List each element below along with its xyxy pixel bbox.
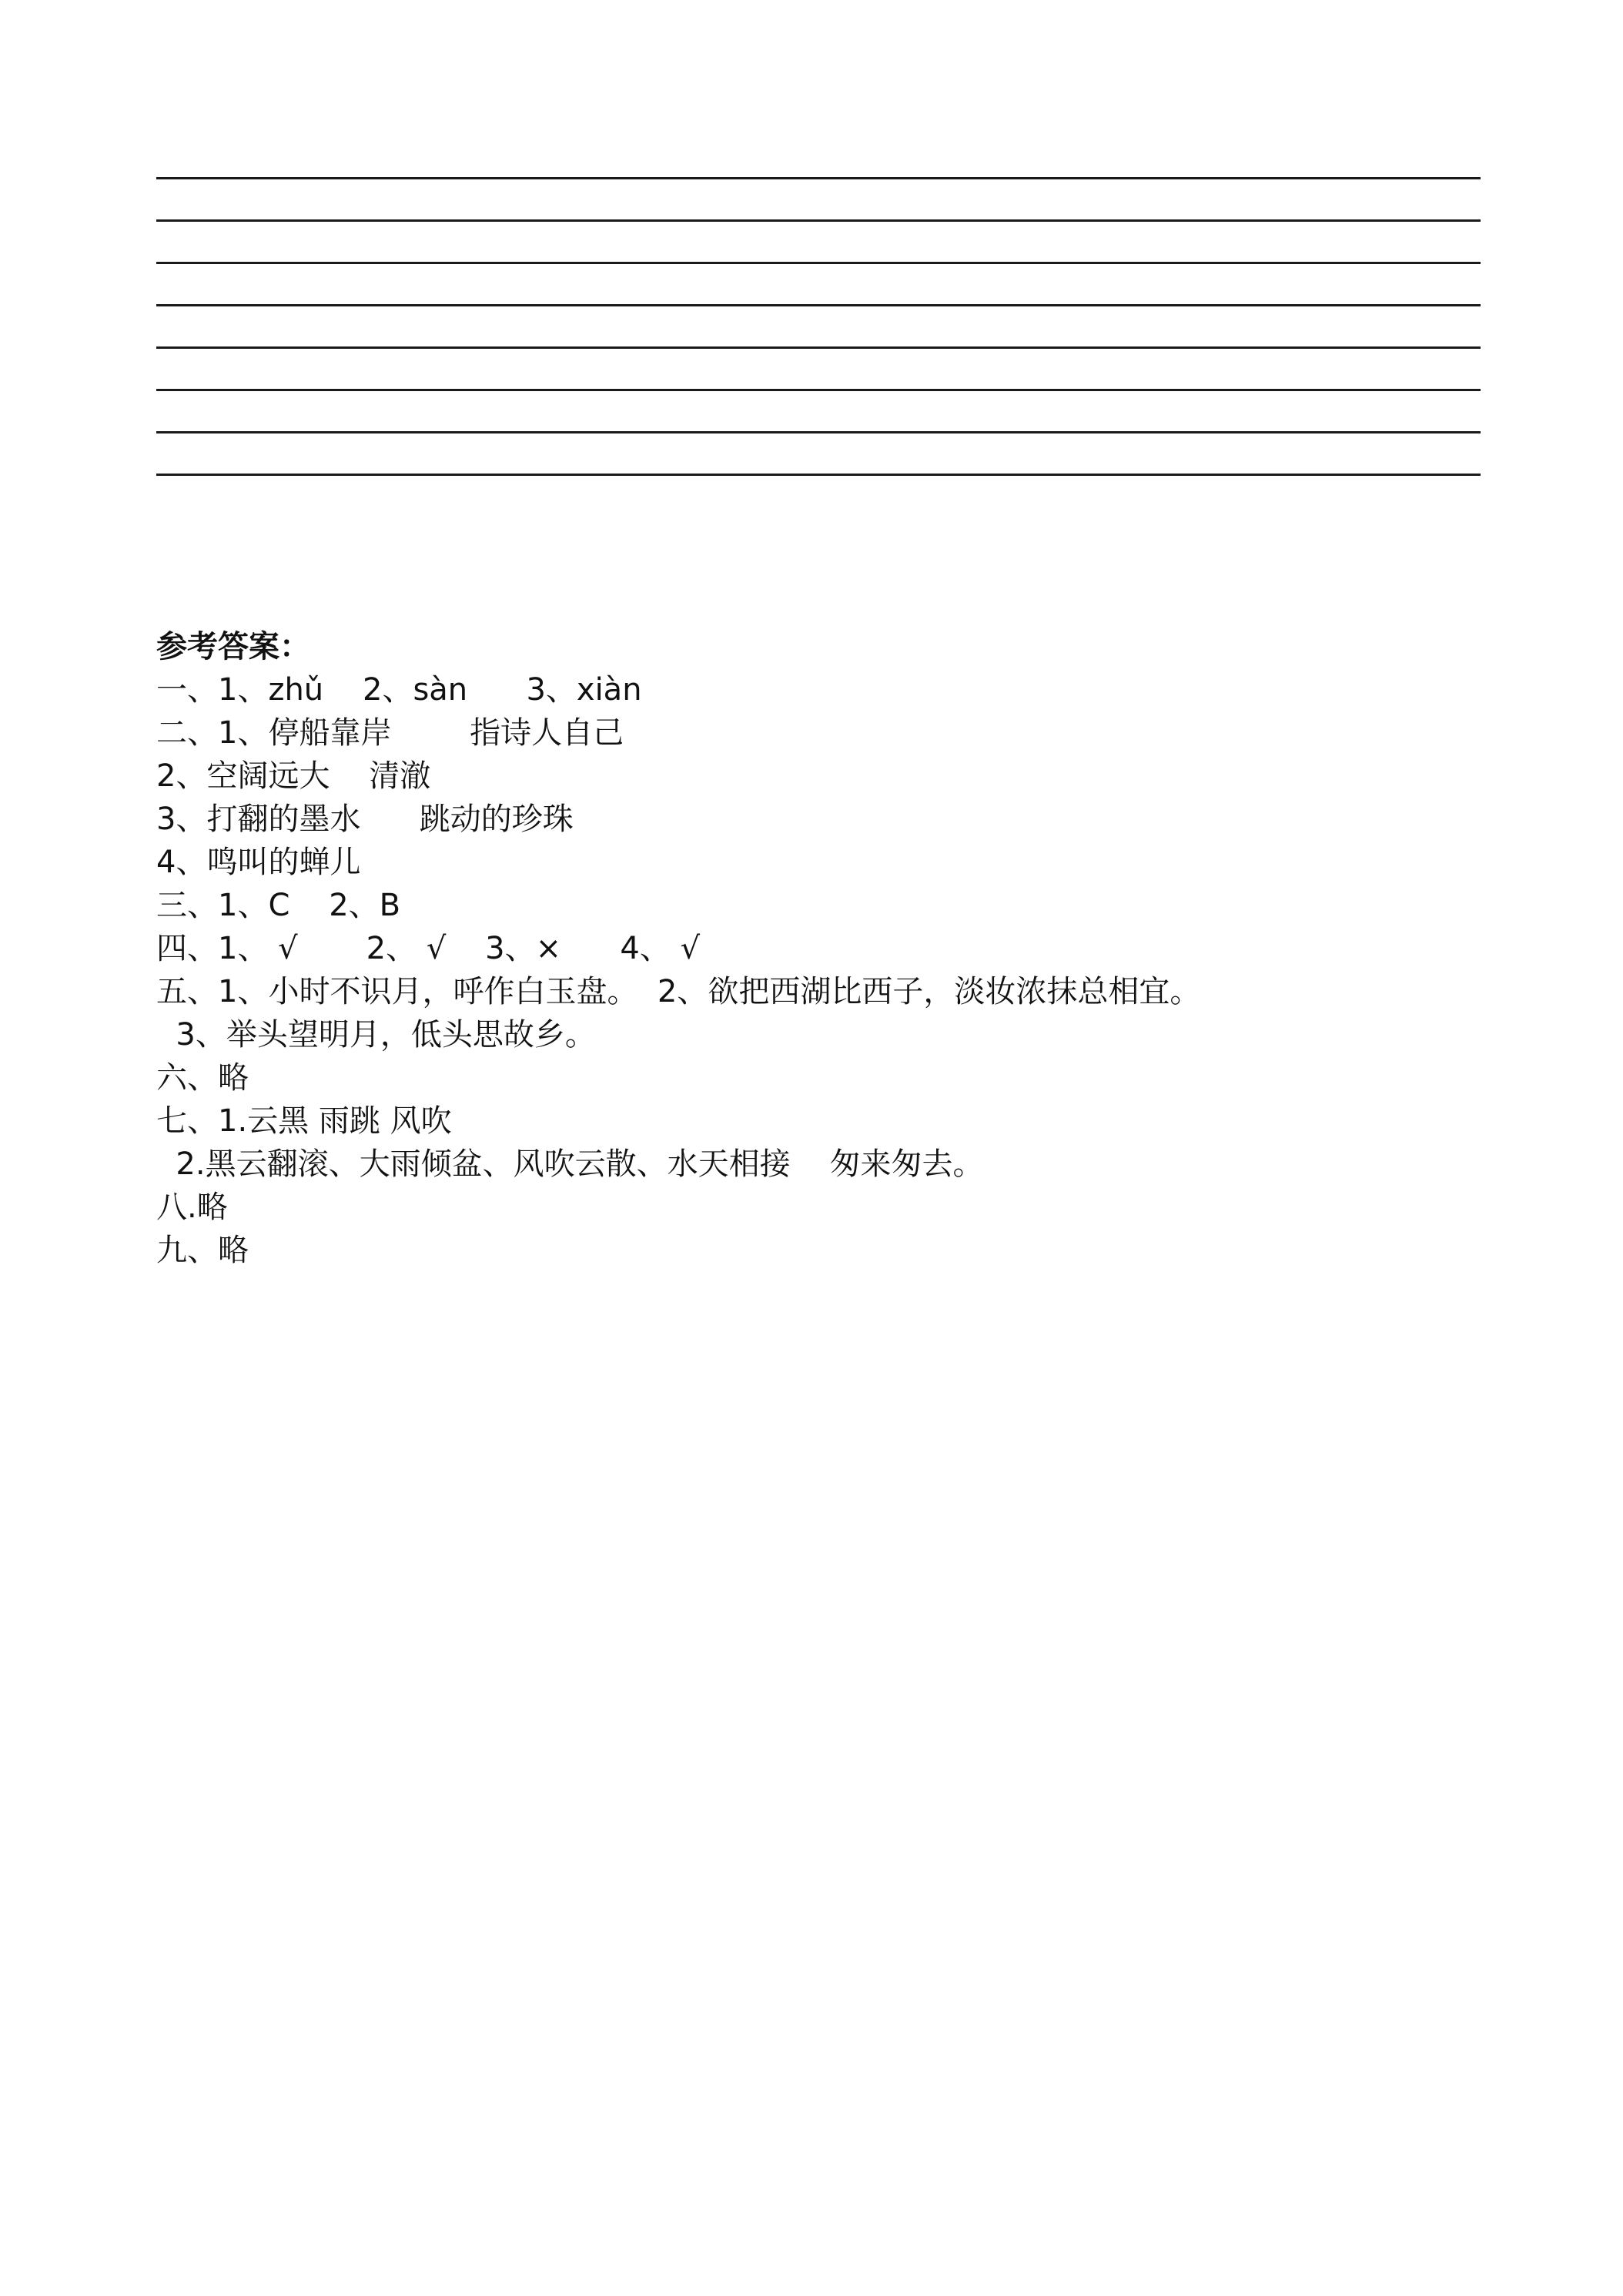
- writing-line: [156, 391, 1481, 433]
- answer-line-8: 五、1、小时不识月，呼作白玉盘。 2、欲把西湖比西子，淡妆浓抹总相宜。: [156, 974, 1201, 1009]
- writing-line: [156, 179, 1481, 222]
- writing-lines: [156, 137, 1481, 476]
- answer-line-14: 九、略: [156, 1233, 249, 1268]
- answer-line-10: 六、略: [156, 1060, 249, 1096]
- answer-line-2: 二、1、停船靠岸 指诗人自己: [156, 715, 624, 751]
- answer-line-6: 三、1、C 2、B: [156, 888, 401, 923]
- answer-line-13: 八.略: [156, 1190, 228, 1225]
- answer-line-12: 2.黑云翻滚、大雨倾盆、风吹云散、水天相接 匆来匆去。: [156, 1146, 984, 1182]
- answer-line-1: 一、1、zhǔ 2、sàn 3、xiàn: [156, 672, 642, 708]
- answer-line-4: 3、打翻的墨水 跳动的珍珠: [156, 802, 574, 837]
- answer-line-3: 2、空阔远大 清澈: [156, 758, 431, 794]
- writing-line: [156, 137, 1481, 179]
- answer-line-5: 4、鸣叫的蝉儿: [156, 845, 361, 880]
- writing-line: [156, 349, 1481, 391]
- writing-line: [156, 433, 1481, 476]
- writing-line: [156, 264, 1481, 306]
- writing-line: [156, 222, 1481, 264]
- answer-line-11: 七、1.云黑 雨跳 风吹: [156, 1103, 452, 1139]
- answer-line-9: 3、举头望明月，低头思故乡。: [156, 1017, 596, 1053]
- writing-line: [156, 306, 1481, 349]
- answer-key-heading: 参考答案：: [156, 629, 310, 664]
- answer-key: [156, 625, 1504, 1272]
- answer-line-7: 四、1、 √ 2、 √ 3、× 4、 √: [156, 931, 701, 966]
